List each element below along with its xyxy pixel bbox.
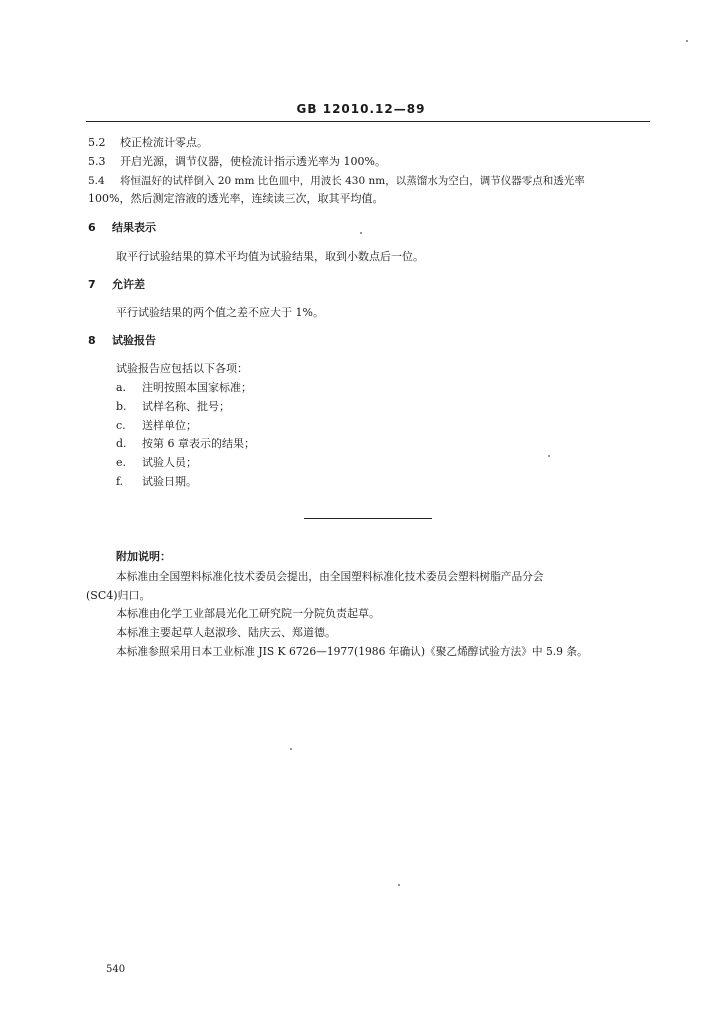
- item-letter: c.: [116, 419, 126, 432]
- scan-speck: [290, 748, 292, 750]
- item-text: 试验人员；: [142, 456, 197, 469]
- notes-line: 本标准由化学工业部晨光化工研究院一分院负责起草。: [116, 607, 380, 620]
- scan-speck: [398, 884, 400, 886]
- item-letter: e.: [116, 456, 127, 469]
- section-number: 6: [88, 221, 96, 234]
- clause-text: 校正检流计零点。: [120, 136, 208, 149]
- clause-number: 5.3: [88, 155, 106, 168]
- notes-line: 本标准主要起草人赵淑珍、陆庆云、郑道德。: [116, 626, 336, 639]
- report-item: [116, 437, 255, 451]
- clause-5-3: [88, 155, 386, 169]
- item-letter: f.: [116, 475, 124, 488]
- notes-heading: 附加说明：: [116, 550, 171, 563]
- item-text: 注明按照本国家标准；: [142, 381, 252, 394]
- scan-speck: [686, 40, 688, 42]
- notes-line: 本标准参照采用日本工业标准 JIS K 6726—1977(1986 年确认)《聚乙烯醇试验方法》中 5.9 条。: [116, 645, 588, 658]
- clause-5-4-continued: 100%，然后测定溶液的透光率，连续读三次，取其平均值。: [88, 192, 384, 205]
- section-divider: [304, 518, 432, 519]
- section-8-heading: [88, 334, 156, 348]
- item-letter: b.: [116, 400, 127, 413]
- clause-text: 开启光源，调节仪器，使检流计指示透光率为 100%。: [120, 155, 386, 168]
- section-7-body: 平行试验结果的两个值之差不应大于 1%。: [116, 306, 324, 319]
- item-letter: d.: [116, 437, 127, 450]
- section-title: 允许差: [112, 278, 145, 291]
- notes-line: 本标准由全国塑料标准化技术委员会提出，由全国塑料标准化技术委员会塑料树脂产品分会: [116, 570, 544, 583]
- section-title: 结果表示: [112, 221, 156, 234]
- item-text: 按第 6 章表示的结果；: [142, 437, 255, 450]
- item-text: 试样名称、批号；: [142, 400, 230, 413]
- clause-5-4: [88, 174, 585, 188]
- item-text: 试验日期。: [142, 475, 197, 488]
- scan-speck: [548, 455, 550, 457]
- header-rule: [86, 121, 650, 122]
- report-item: [116, 456, 197, 470]
- item-text: 送样单位；: [142, 419, 197, 432]
- report-item: [116, 475, 197, 489]
- report-item: [116, 381, 252, 395]
- page-number: 540: [106, 964, 126, 975]
- report-item: [116, 419, 197, 433]
- item-letter: a.: [116, 381, 127, 394]
- section-number: 8: [88, 334, 96, 347]
- section-6-body: 取平行试验结果的算术平均值为试验结果，取到小数点后一位。: [116, 250, 424, 263]
- section-8-body: 试验报告应包括以下各项：: [116, 362, 248, 375]
- section-7-heading: [88, 278, 145, 292]
- notes-line: (SC4)归口。: [86, 589, 151, 602]
- clause-5-2: [88, 136, 208, 150]
- clause-number: 5.2: [88, 136, 106, 149]
- standard-number-header: GB 12010.12—89: [296, 102, 426, 116]
- section-6-heading: [88, 221, 156, 235]
- section-title: 试验报告: [112, 334, 156, 347]
- scan-speck: [360, 232, 362, 234]
- report-item: [116, 400, 230, 414]
- clause-number: 5.4: [88, 175, 105, 187]
- clause-text: 将恒温好的试样倒入 20 mm 比色皿中，用波长 430 nm，以蒸馏水为空白，调节仪器零点和透光率: [120, 175, 585, 187]
- section-number: 7: [88, 278, 96, 291]
